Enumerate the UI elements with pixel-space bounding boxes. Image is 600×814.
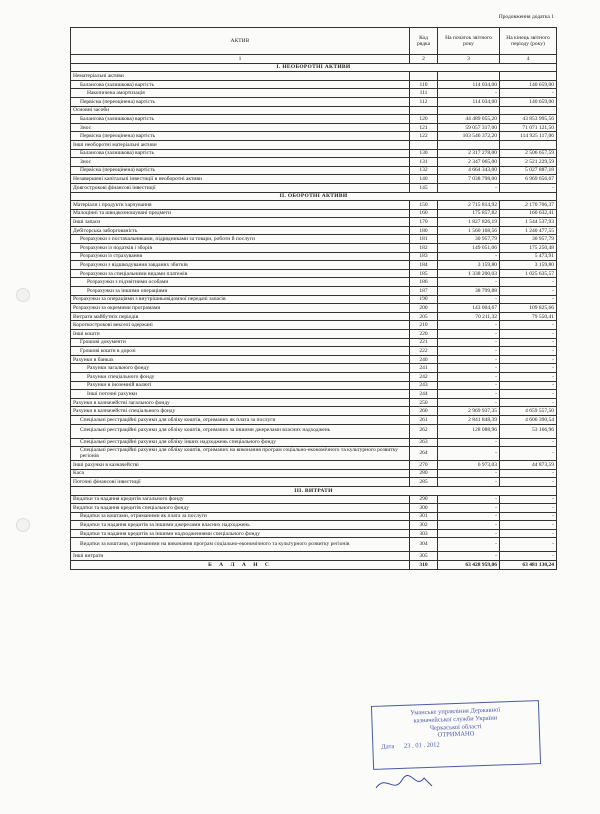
row-end-value: 71 071 121,50 (500, 123, 557, 132)
row-code: 290 (410, 495, 438, 504)
row-code: 222 (410, 347, 438, 356)
row-code: 181 (410, 235, 438, 244)
row-code: 150 (410, 201, 438, 210)
row-label: Накопичена амортизація (71, 89, 410, 98)
row-start-value: - (438, 469, 500, 478)
row-label: Балансова (залишкова) вартість (71, 115, 410, 124)
row-label: Видатки за коштами, отриманими на виконання програм соціально-економічного та культурного розвитку регіонів (71, 538, 410, 552)
table-row (71, 478, 557, 487)
row-code: 264 (410, 447, 438, 461)
row-code: 304 (410, 538, 438, 552)
table-row (71, 504, 557, 513)
row-start-value: 2 969 937,35 (438, 407, 500, 416)
section-heading-row (71, 486, 557, 495)
row-end-value: 4 606 390,54 (500, 415, 557, 424)
section-heading-row (71, 192, 557, 201)
table-row (71, 80, 557, 89)
row-code: 260 (410, 407, 438, 416)
row-label: Первісна (переоцінена) вартість (71, 166, 410, 175)
row-end-value: - (500, 364, 557, 373)
table-row (71, 372, 557, 381)
row-code: 262 (410, 424, 438, 438)
row-label: Поточні фінансові інвестиції (71, 478, 410, 487)
row-code: 184 (410, 261, 438, 270)
table-row (71, 235, 557, 244)
row-start-value: - (438, 495, 500, 504)
row-code: 210 (410, 321, 438, 330)
row-start-value: 1 560 168,56 (438, 226, 500, 235)
stamp-line: Черкаської області (429, 722, 482, 732)
row-label: Каса (71, 469, 410, 478)
row-label: Дебіторська заборгованість (71, 226, 410, 235)
table-row (71, 175, 557, 184)
row-code: 140 (410, 175, 438, 184)
row-end-value: - (500, 278, 557, 287)
table-header-row (71, 28, 557, 55)
row-code: 186 (410, 278, 438, 287)
row-code: 270 (410, 461, 438, 470)
column-index: 4 (500, 55, 557, 64)
row-end-value: - (500, 372, 557, 381)
row-end-value: - (500, 355, 557, 364)
table-row (71, 538, 557, 552)
row-code: 300 (410, 504, 438, 513)
row-start-value: - (438, 398, 500, 407)
stamp-line: Уманське управління Державної (410, 706, 501, 717)
row-code: 303 (410, 529, 438, 538)
row-end-value: - (500, 529, 557, 538)
header-start: На початок звітного року (438, 28, 500, 55)
table-row (71, 278, 557, 287)
row-end-value: 5 027 887,18 (500, 166, 557, 175)
row-start-value: 149 051,06 (438, 244, 500, 253)
row-code: 170 (410, 218, 438, 227)
row-label: Спеціальні реєстраційні рахунки для обліку коштів, отриманих за іншими джерелами власних надходжень (71, 424, 410, 438)
row-start-value (438, 140, 500, 149)
row-start-value: - (438, 355, 500, 364)
row-label: Інші запаси (71, 218, 410, 227)
row-start-value: - (438, 89, 500, 98)
row-start-value: 103 546 372,20 (438, 132, 500, 141)
row-code: 244 (410, 390, 438, 399)
table-row (71, 295, 557, 304)
row-start-value (438, 72, 500, 81)
row-label: Знос (71, 158, 410, 167)
row-code: 121 (410, 123, 438, 132)
row-start-value: 44 489 055,20 (438, 115, 500, 124)
row-label: Рахунки в іноземній валюті (71, 381, 410, 390)
row-code: 160 (410, 209, 438, 218)
balance-body (71, 55, 557, 570)
table-row (71, 140, 557, 149)
row-start-value: - (438, 447, 500, 461)
row-code: 310 (410, 561, 438, 570)
row-start-value: 63 428 959,06 (438, 561, 500, 570)
row-code: 120 (410, 115, 438, 124)
table-row (71, 244, 557, 253)
row-start-value: 38 799,88 (438, 287, 500, 296)
row-label: Видатки та надання кредитів за іншими джерелами власних надходжень (71, 521, 410, 530)
row-code (410, 72, 438, 81)
balance-total-row (71, 561, 557, 570)
table-row (71, 407, 557, 416)
row-start-value: - (438, 390, 500, 399)
row-code: 111 (410, 89, 438, 98)
row-end-value (500, 106, 557, 115)
row-label: Витрати майбутніх періодів (71, 312, 410, 321)
table-row (71, 330, 557, 339)
row-end-value: 2 170 706,37 (500, 201, 557, 210)
table-row (71, 158, 557, 167)
row-start-value: - (438, 338, 500, 347)
row-label: Розрахунки за операціями з внутрішньовідомчої передачі запасів (71, 295, 410, 304)
header-code: Код рядка (410, 28, 438, 55)
row-end-value: 79 550,41 (500, 312, 557, 321)
row-end-value: - (500, 295, 557, 304)
row-code: 243 (410, 381, 438, 390)
row-code: 240 (410, 355, 438, 364)
row-end-value: 175 250,48 (500, 244, 557, 253)
row-label: Інші поточні рахунки (71, 390, 410, 399)
row-end-value: 2 506 657,59 (500, 149, 557, 158)
row-end-value: - (500, 338, 557, 347)
row-end-value: - (500, 398, 557, 407)
table-row (71, 521, 557, 530)
row-start-value: 2 715 814,92 (438, 201, 500, 210)
row-start-value: - (438, 278, 500, 287)
section-heading: II. ОБОРОТНІ АКТИВИ (71, 192, 557, 201)
table-row (71, 132, 557, 141)
row-start-value: 70 211,32 (438, 312, 500, 321)
table-row (71, 415, 557, 424)
row-code (410, 140, 438, 149)
row-end-value: 5 473,91 (500, 252, 557, 261)
row-start-value: - (438, 381, 500, 390)
row-start-value: 1 827 826,19 (438, 218, 500, 227)
row-start-value: - (438, 252, 500, 261)
row-code: 220 (410, 330, 438, 339)
row-label: Балансова (залишкова) вартість (71, 80, 410, 89)
column-index: 1 (71, 55, 410, 64)
row-label: Б А Л А Н С (71, 561, 410, 570)
row-label: Балансова (залишкова) вартість (71, 149, 410, 158)
table-row (71, 226, 557, 235)
row-code: 190 (410, 295, 438, 304)
row-start-value: - (438, 478, 500, 487)
table-row (71, 355, 557, 364)
row-code: 200 (410, 304, 438, 313)
table-row (71, 106, 557, 115)
row-end-value: - (500, 347, 557, 356)
row-code: 205 (410, 312, 438, 321)
row-label: Основні засоби (71, 106, 410, 115)
row-label: Матеріали і продукти харчування (71, 201, 410, 210)
row-end-value: - (500, 478, 557, 487)
table-row (71, 269, 557, 278)
table-row (71, 312, 557, 321)
row-end-value: - (500, 552, 557, 561)
row-start-value: - (438, 529, 500, 538)
row-label: Розрахунки із страхування (71, 252, 410, 261)
row-start-value: - (438, 552, 500, 561)
table-row (71, 390, 557, 399)
punch-hole (16, 518, 30, 532)
row-code: 305 (410, 552, 438, 561)
row-start-value: 59 057 317,00 (438, 123, 500, 132)
row-code: 301 (410, 512, 438, 521)
row-start-value: 175 857,82 (438, 209, 500, 218)
row-start-value: - (438, 438, 500, 447)
table-row (71, 347, 557, 356)
row-label: Спеціальні реєстраційні рахунки для обліку коштів, отриманих як плата за послуги (71, 415, 410, 424)
row-end-value: 6 969 656,67 (500, 175, 557, 184)
row-code: 110 (410, 80, 438, 89)
row-label: Рахунки спеціального фонду (71, 372, 410, 381)
section-heading-row (71, 63, 557, 72)
row-start-value: - (438, 512, 500, 521)
row-start-value: - (438, 372, 500, 381)
table-row (71, 218, 557, 227)
table-row (71, 166, 557, 175)
row-start-value: - (438, 295, 500, 304)
row-start-value: 3 159,80 (438, 261, 500, 270)
row-end-value: 44 873,59 (500, 461, 557, 470)
row-end-value: 2 521 229,59 (500, 158, 557, 167)
table-row (71, 149, 557, 158)
row-end-value: - (500, 381, 557, 390)
table-row (71, 495, 557, 504)
table-row (71, 115, 557, 124)
row-label: Малоцінні та швидкозношувані предмети (71, 209, 410, 218)
row-end-value: 30 957,79 (500, 235, 557, 244)
column-index-row (71, 55, 557, 64)
row-code: 122 (410, 132, 438, 141)
header-end: На кінець звітного періоду (року) (500, 28, 557, 55)
row-label: Розрахунки з підзвітними особами (71, 278, 410, 287)
row-end-value (500, 140, 557, 149)
table-row (71, 209, 557, 218)
table-row (71, 321, 557, 330)
table-row (71, 72, 557, 81)
table-row (71, 461, 557, 470)
table-row (71, 252, 557, 261)
row-end-value: 1 544 537,93 (500, 218, 557, 227)
row-start-value: 1 338 200,03 (438, 269, 500, 278)
row-label: Розрахунки за іншими операціями (71, 287, 410, 296)
row-code (410, 106, 438, 115)
table-row (71, 183, 557, 192)
row-label: Розрахунки за спеціальними видами платежів (71, 269, 410, 278)
row-end-value: - (500, 538, 557, 552)
row-end-value: - (500, 504, 557, 513)
row-label: Первісна (переоцінена) вартість (71, 97, 410, 106)
table-row (71, 447, 557, 461)
row-end-value: - (500, 390, 557, 399)
row-label: Незавершені капітальні інвестиції в необоротні активи (71, 175, 410, 184)
row-code: 183 (410, 252, 438, 261)
stamp-date-label: Дата (381, 743, 395, 751)
row-code: 241 (410, 364, 438, 373)
table-row (71, 123, 557, 132)
row-label: Рахунки загального фонду (71, 364, 410, 373)
row-label: Довгострокові фінансові інвестиції (71, 183, 410, 192)
row-start-value: - (438, 330, 500, 339)
row-code: 263 (410, 438, 438, 447)
row-label: Первісна (переоцінена) вартість (71, 132, 410, 141)
row-end-value: 160 632,41 (500, 209, 557, 218)
table-row (71, 201, 557, 210)
row-end-value: - (500, 287, 557, 296)
signature-icon (372, 770, 542, 796)
row-code: 180 (410, 226, 438, 235)
row-code: 132 (410, 166, 438, 175)
row-label: Інші необоротні матеріальні активи (71, 140, 410, 149)
row-code: 261 (410, 415, 438, 424)
row-start-value: - (438, 504, 500, 513)
table-row (71, 512, 557, 521)
row-label: Інші витрати (71, 552, 410, 561)
row-end-value: - (500, 447, 557, 461)
table-row (71, 287, 557, 296)
stamp-date-value: 23 . 01 . 2012 (403, 741, 440, 751)
row-code: 280 (410, 469, 438, 478)
row-start-value: 2 317 278,00 (438, 149, 500, 158)
treasury-stamp (371, 700, 541, 770)
row-code: 145 (410, 183, 438, 192)
row-end-value: - (500, 521, 557, 530)
row-label: Спеціальні реєстраційні рахунки для обліку інших надходжень спеціального фонду (71, 438, 410, 447)
row-end-value: 1 025 635,57 (500, 269, 557, 278)
row-label: Рахунки в казначействі загального фонду (71, 398, 410, 407)
column-index: 3 (438, 55, 500, 64)
row-start-value: - (438, 521, 500, 530)
row-start-value: 114 034,00 (438, 80, 500, 89)
row-start-value: 2 841 848,39 (438, 415, 500, 424)
row-label: Інші кошти (71, 330, 410, 339)
row-label: Видатки за коштами, отриманими як плата за послуги (71, 512, 410, 521)
table-row (71, 364, 557, 373)
row-end-value: - (500, 321, 557, 330)
row-end-value: - (500, 183, 557, 192)
row-end-value: 63 481 130,24 (500, 561, 557, 570)
row-code: 242 (410, 372, 438, 381)
row-label: Видатки та надання кредитів загального фонду (71, 495, 410, 504)
row-end-value: - (500, 469, 557, 478)
table-row (71, 529, 557, 538)
row-end-value: 4 659 557,50 (500, 407, 557, 416)
row-code: 250 (410, 398, 438, 407)
row-code: 130 (410, 149, 438, 158)
row-label: Видатки та надання кредитів спеціального фонду (71, 504, 410, 513)
row-label: Розрахунки з постачальниками, підрядниками за товари, роботи й послуги (71, 235, 410, 244)
row-code: 302 (410, 521, 438, 530)
table-row (71, 398, 557, 407)
balance-table (70, 27, 557, 570)
row-end-value: 109 825,66 (500, 304, 557, 313)
header-aktiv: АКТИВ (71, 28, 410, 55)
row-end-value: 3 159,80 (500, 261, 557, 270)
row-start-value: - (438, 538, 500, 552)
row-end-value: 140 659,00 (500, 97, 557, 106)
row-end-value: 140 659,00 (500, 80, 557, 89)
row-code: 112 (410, 97, 438, 106)
table-row (71, 424, 557, 438)
table-row (71, 97, 557, 106)
table-row (71, 304, 557, 313)
table-row (71, 338, 557, 347)
table-row (71, 261, 557, 270)
table-row (71, 469, 557, 478)
row-start-value: 128 088,96 (438, 424, 500, 438)
row-start-value: - (438, 347, 500, 356)
row-start-value: - (438, 364, 500, 373)
row-end-value: 1 240 477,55 (500, 226, 557, 235)
row-label: Грошові документи (71, 338, 410, 347)
row-start-value: 7 038 798,00 (438, 175, 500, 184)
column-index: 2 (410, 55, 438, 64)
row-start-value: 114 034,00 (438, 97, 500, 106)
row-label: Знос (71, 123, 410, 132)
row-code: 187 (410, 287, 438, 296)
row-label: Рахунки в банках (71, 355, 410, 364)
section-heading: I. НЕОБОРОТНІ АКТИВИ (71, 63, 557, 72)
row-start-value: - (438, 183, 500, 192)
row-label: Грошові кошти в дорозі (71, 347, 410, 356)
table-row (71, 381, 557, 390)
row-start-value (438, 106, 500, 115)
row-code: 185 (410, 269, 438, 278)
punch-hole (16, 288, 30, 302)
row-end-value: 114 925 117,06 (500, 132, 557, 141)
row-code: 182 (410, 244, 438, 253)
row-label: Розрахунки із податків і зборів (71, 244, 410, 253)
stamp-received: ОТРИМАНО (437, 730, 475, 740)
row-label: Розрахунки з відшкодування завданих збитків (71, 261, 410, 270)
row-start-value: 30 957,79 (438, 235, 500, 244)
row-code: 221 (410, 338, 438, 347)
row-end-value: - (500, 438, 557, 447)
section-heading: III. ВИТРАТИ (71, 486, 557, 495)
row-start-value: 143 004,67 (438, 304, 500, 313)
row-label: Спеціальні реєстраційні рахунки для обліку коштів, отриманих на виконання програм соціально-економічного та культурного розвитку регіонів (71, 447, 410, 461)
row-start-value: 2 347 065,00 (438, 158, 500, 167)
row-label: Інші рахунки в казначействі (71, 461, 410, 470)
table-row (71, 552, 557, 561)
continuation-note: Продовження додатка 1 (498, 14, 554, 20)
row-end-value: 53 166,96 (500, 424, 557, 438)
stamp-line: казначейської служби України (413, 714, 498, 725)
row-label: Розрахунки за окремими програмами (71, 304, 410, 313)
row-code: 131 (410, 158, 438, 167)
row-end-value (500, 72, 557, 81)
row-label: Рахунки в казначействі спеціального фонду (71, 407, 410, 416)
row-end-value: - (500, 495, 557, 504)
table-row (71, 438, 557, 447)
row-end-value: - (500, 512, 557, 521)
row-label: Короткострокові векселі одержані (71, 321, 410, 330)
row-label: Нематеріальні активи (71, 72, 410, 81)
table-row (71, 89, 557, 98)
row-label: Видатки та надання кредитів за іншими надходженнями спеціального фонду (71, 529, 410, 538)
row-end-value: - (500, 330, 557, 339)
row-end-value: 43 853 995,56 (500, 115, 557, 124)
row-start-value: 4 664 343,00 (438, 166, 500, 175)
row-code: 285 (410, 478, 438, 487)
row-end-value: - (500, 89, 557, 98)
row-start-value: 6 973,03 (438, 461, 500, 470)
row-start-value: - (438, 321, 500, 330)
